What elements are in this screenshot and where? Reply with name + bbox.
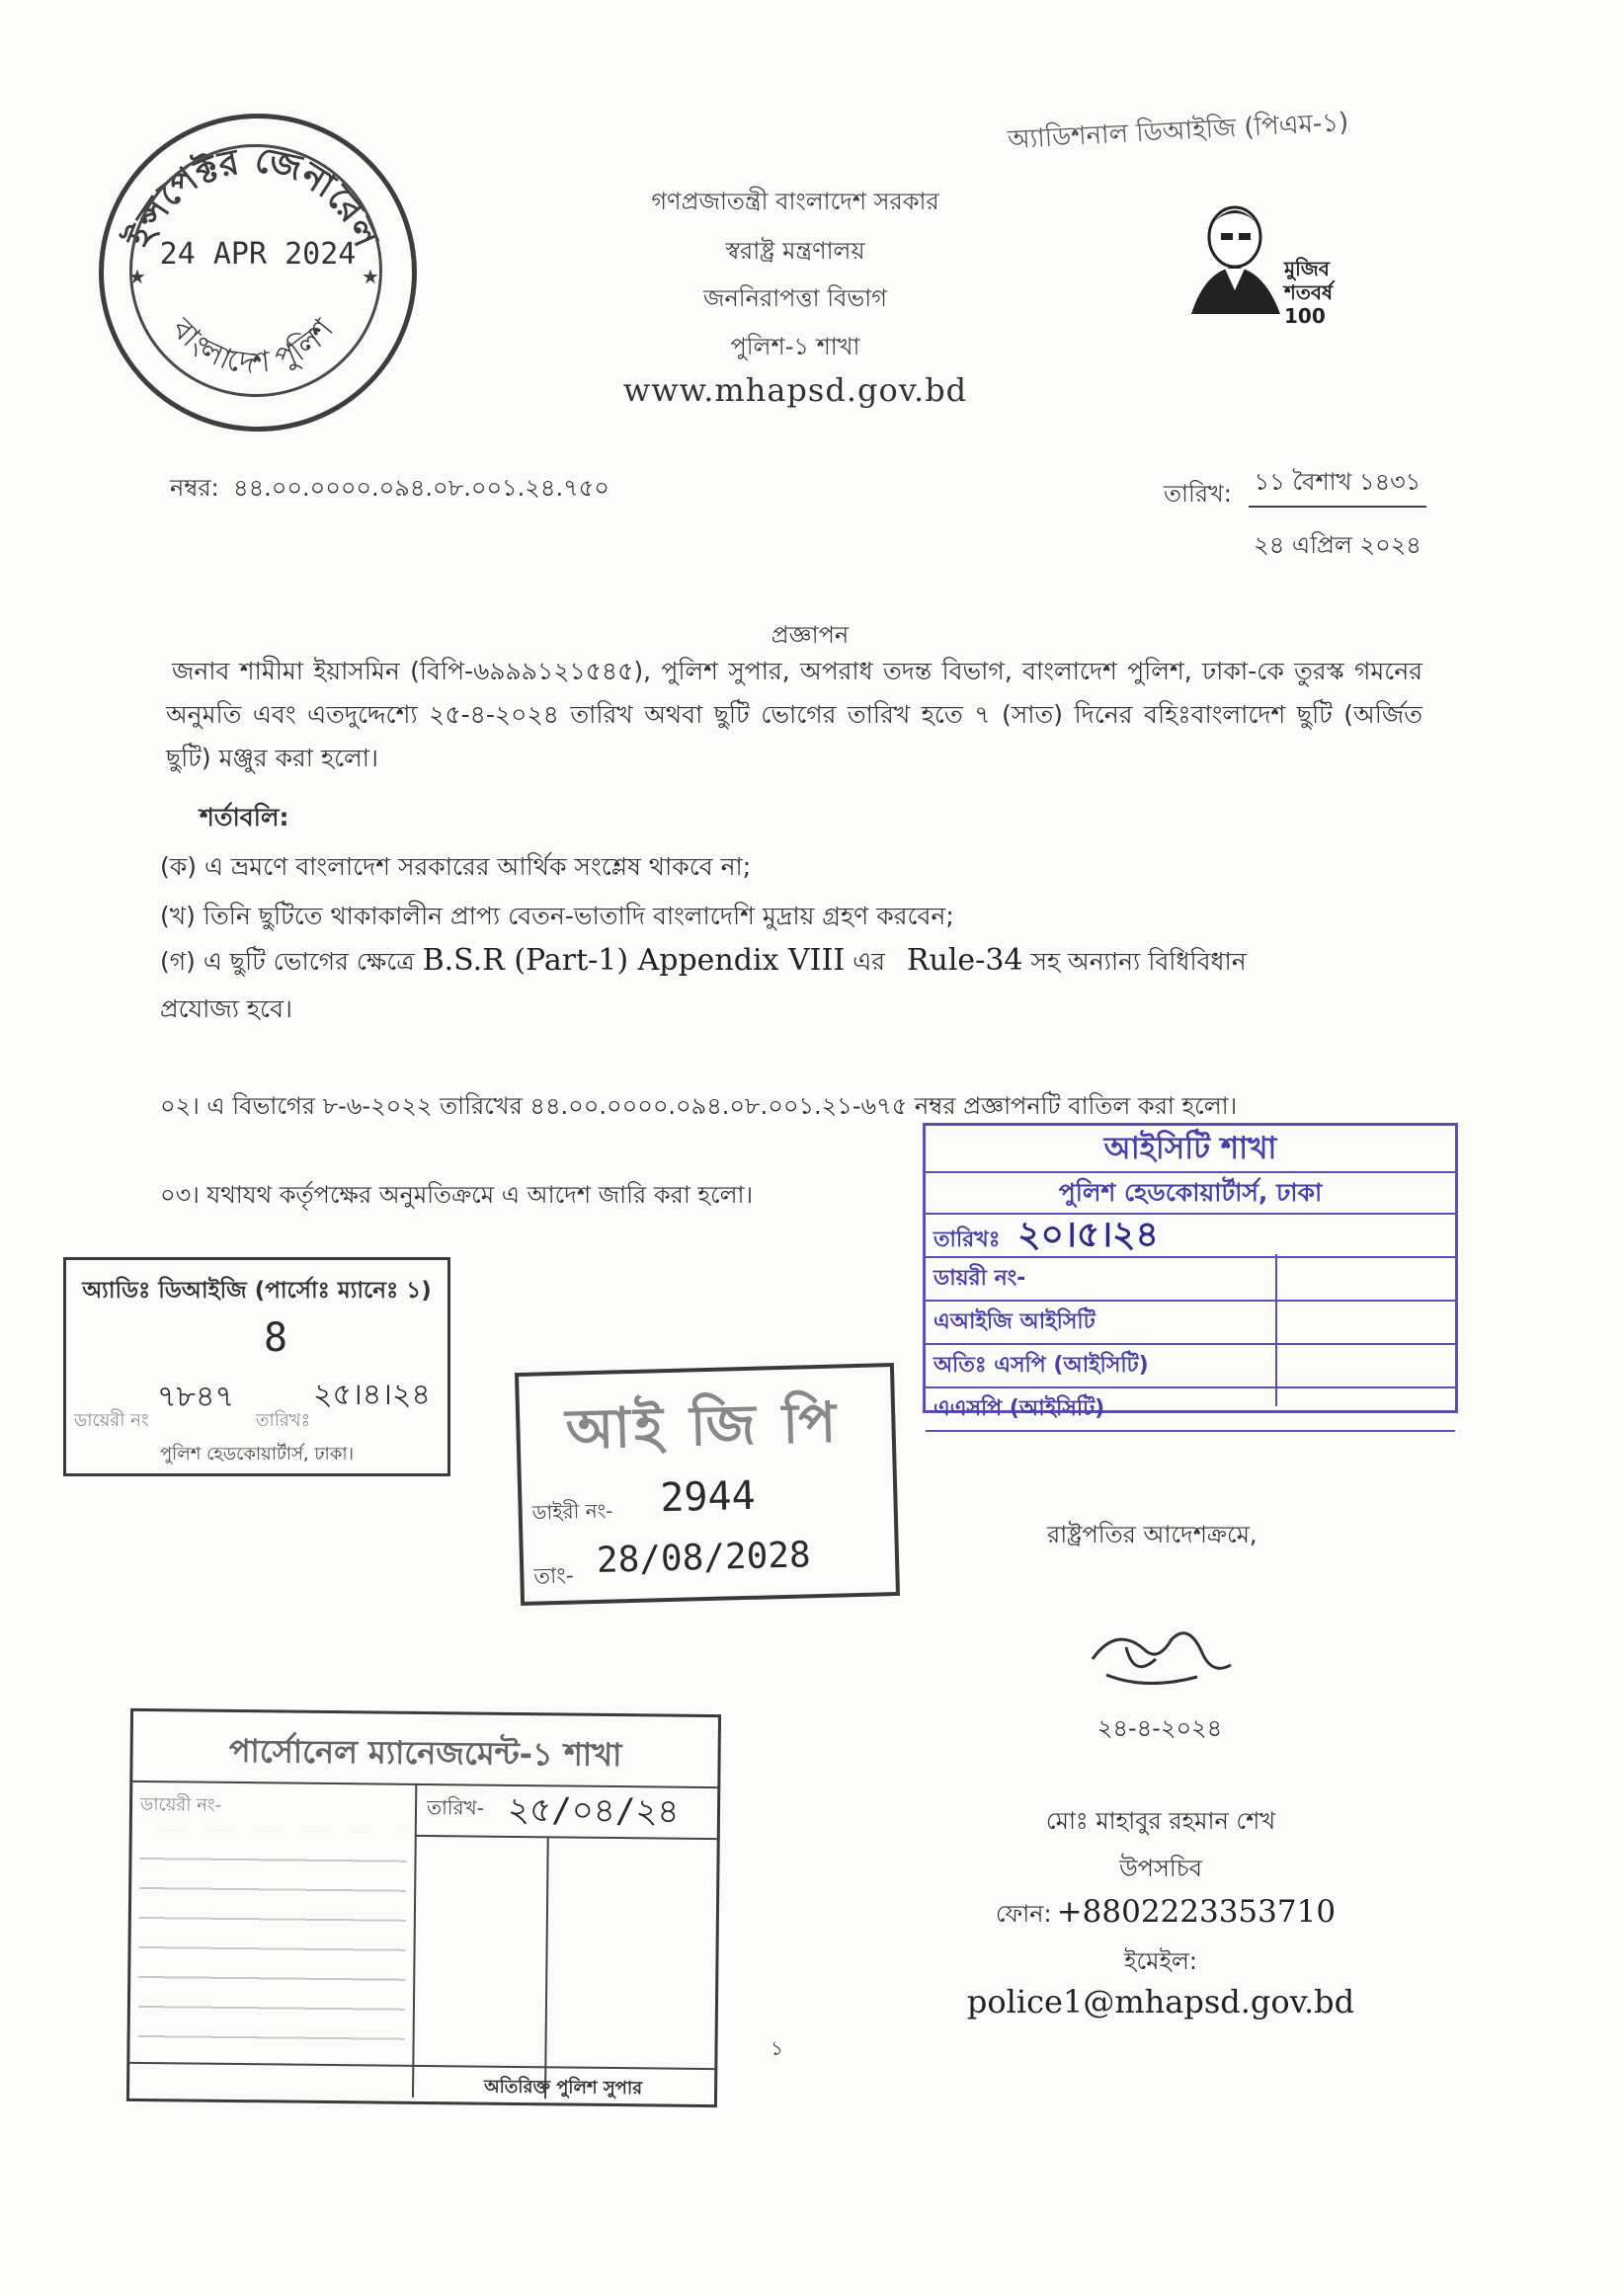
igp-stamp-title: আই জি পি: [564, 1390, 842, 1463]
igp-diary-value: 2944: [659, 1472, 757, 1522]
phone-number: +8802223353710: [1056, 1894, 1337, 1930]
condition-ga-rule2: Rule-34: [906, 943, 1023, 978]
dig-stamp-title: অ্যাডিঃ ডিআইজি (পার্সোঃ ম্যানেঃ ১): [82, 1278, 432, 1304]
ict-stamp-title: আইসিটি শাখা: [926, 1126, 1455, 1173]
handwritten-note-addl-dig: অ্যাডিশনাল ডিআইজি (পিএম-১): [1007, 107, 1349, 156]
ict-row-addl-sp: অতিঃ এসপি (আইসিটি): [926, 1345, 1455, 1388]
header-website: www.mhapsd.gov.bd: [622, 371, 968, 409]
addl-dig-stamp: [63, 1257, 450, 1476]
header-ministry: স্বরাষ্ট্র মন্ত্রণালয়: [725, 237, 865, 265]
ig-round-seal: [99, 114, 417, 432]
logo-text: মুজিব শতবর্ষ 100: [1284, 257, 1333, 328]
page-number: ১: [771, 2036, 783, 2060]
seal-date: 24 APR 2024: [159, 237, 357, 272]
notice-body: জনাব শামীমা ইয়াসমিন (বিপি-৬৯৯৯১২১৫৪৫), পুলিশ সুপার, অপরাধ তদন্ত বিভাগ, বাংলাদেশ পুলিশ, ঢাকা-কে তুরস্ক গমনের অনুমতি এবং এতদুদ্দেশ্যে ২৫-৪-২০২৪ তারিখ অথবা ছুটি ভোগের তারিখ হতে ৭ (সাত) দিনের বহিঃবাংলাদেশ ছুটি (অর্জিত ছুটি) মঞ্জুর করা হলো।: [166, 657, 1422, 772]
mujib-100-logo: [1185, 188, 1359, 328]
signatory-phone: [978, 1894, 1353, 1936]
ref-number: ৪৪.০০.০০০০.০৯৪.০৮.০০১.২৪.৭৫০: [233, 474, 609, 502]
condition-kha: (খ) তিনি ছুটিতে থাকাকালীন প্রাপ্য বেতন-ভাতাদি বাংলাদেশি মুদ্রায় গ্রহণ করবেন;: [160, 902, 954, 930]
signatory-designation: উপসচিব: [1118, 1855, 1203, 1882]
pm-faded-rows: [137, 1830, 406, 2060]
igp-stamp: [515, 1363, 900, 1606]
condition-ga-rule: B.S.R (Part-1) Appendix VIII: [422, 943, 846, 978]
pm-stamp-footer: অতিরিক্ত পুলিশ সুপার: [483, 2076, 643, 2099]
signature-scribble: [1087, 1620, 1235, 1699]
signature-date: ২৪-৪-২০২৪: [1096, 1714, 1223, 1742]
ref-date-bangla: ১১ বৈশাখ ১৪৩১: [1249, 464, 1426, 508]
dig-stamp-footer: পুলিশ হেডকোয়ার্টার্স, ঢাকা।: [159, 1444, 355, 1465]
pm-stamp-title: পার্সোনেল ম্যানেজমেন্ট-১ শাখা: [228, 1731, 622, 1775]
condition-ga-suffix: সহ অন্যান্য বিধিবিধান: [1030, 947, 1247, 976]
seal-top-text: ইন্সপেক্টর জেনারেল: [119, 139, 387, 254]
pm-footer-divider: [129, 2062, 714, 2070]
email-label: ইমেইল:: [1124, 1947, 1197, 1975]
ict-date-label: তারিখঃ: [933, 1227, 1001, 1252]
dig-stamp-mark: 8: [264, 1315, 288, 1361]
ict-column-divider: [1275, 1254, 1277, 1406]
ict-branch-stamp: [923, 1123, 1458, 1421]
seal-star-right: ★: [362, 265, 379, 288]
notice-title: প্রজ্ঞাপন: [771, 621, 850, 649]
ict-row-aig: এআইজি আইসিটি: [926, 1302, 1455, 1345]
ref-number-label: নম্বর:: [170, 474, 219, 502]
dig-diary-label: ডায়েরী নং: [74, 1410, 149, 1431]
pm-date-value: ২৫/০৪/২৪: [507, 1789, 680, 1832]
pm-date-label: তারিখ-: [426, 1795, 485, 1820]
seal-star-left: ★: [128, 265, 146, 288]
ict-row-asp: এএসপি (আইসিটি): [926, 1388, 1455, 1432]
condition-ka: (ক) এ ভ্রমণে বাংলাদেশ সরকারের আর্থিক সংশ্লেষ থাকবে না;: [160, 852, 752, 881]
phone-label: ফোন:: [995, 1900, 1052, 1928]
header-section: পুলিশ-১ শাখা: [730, 333, 860, 360]
president-order-line: রাষ্ট্রপতির আদেশক্রমে,: [1047, 1521, 1258, 1548]
dig-date-value: ২৫।৪।২৪: [313, 1378, 431, 1412]
condition-ga-mid: এর: [852, 947, 885, 976]
paragraph-02: ০২। এ বিভাগের ৮-৬-২০২২ তারিখের ৪৪.০০.০০০০.০৯৪.০৮.০০১.২১-৬৭৫ নম্বর প্রজ্ঞাপনটি বাতিল করা হলো।: [160, 1092, 1238, 1120]
pm-column-divider: [412, 1783, 417, 2098]
ref-date-gregorian: ২৪ এপ্রিল ২০২৪: [1254, 531, 1421, 559]
ict-date-value: ২০।৫।২৪: [1017, 1215, 1159, 1255]
pm-column-divider-2: [544, 1836, 549, 2098]
personnel-management-stamp: [126, 1708, 721, 2107]
dig-date-label: তারিখঃ: [256, 1410, 311, 1431]
dig-diary-value: ৭৮৪৭: [157, 1380, 234, 1414]
seal-bottom-text: বাংলাদেশ পুলিশ: [164, 311, 341, 381]
paragraph-03: ০৩। যথাযথ কর্তৃপক্ষের অনুমতিক্রমে এ আদেশ জারি করা হলো।: [160, 1181, 754, 1209]
conditions-title: শর্তাবলি:: [200, 803, 289, 831]
pm-diary-label: ডায়েরী নং-: [139, 1793, 222, 1816]
igp-diary-label: ডাইরী নং-: [531, 1498, 613, 1525]
signatory-name: মোঃ মাহাবুর রহমান শেখ: [1045, 1807, 1276, 1835]
condition-ga: [160, 942, 1247, 985]
ict-row-diary: ডায়রী নং-: [926, 1258, 1455, 1302]
igp-date-label: তাং-: [533, 1563, 575, 1590]
header-division: জননিরাপত্তা বিভাগ: [703, 284, 887, 312]
ict-stamp-subtitle: পুলিশ হেডকোয়ার্টার্স, ঢাকা: [926, 1173, 1455, 1215]
condition-ga-prefix: (গ) এ ছুটি ভোগের ক্ষেত্রে: [160, 947, 415, 976]
condition-ga-line2: প্রযোজ্য হবে।: [160, 994, 292, 1023]
igp-date-value: 28/08/2028: [596, 1535, 812, 1581]
header-government: গণপ্রজাতন্ত্রী বাংলাদেশ সরকার: [651, 188, 939, 215]
signatory-email: police1@mhapsd.gov.bd: [966, 1983, 1355, 2020]
ref-date-label: তারিখ:: [1164, 480, 1232, 508]
ict-row-date: [926, 1215, 1455, 1258]
